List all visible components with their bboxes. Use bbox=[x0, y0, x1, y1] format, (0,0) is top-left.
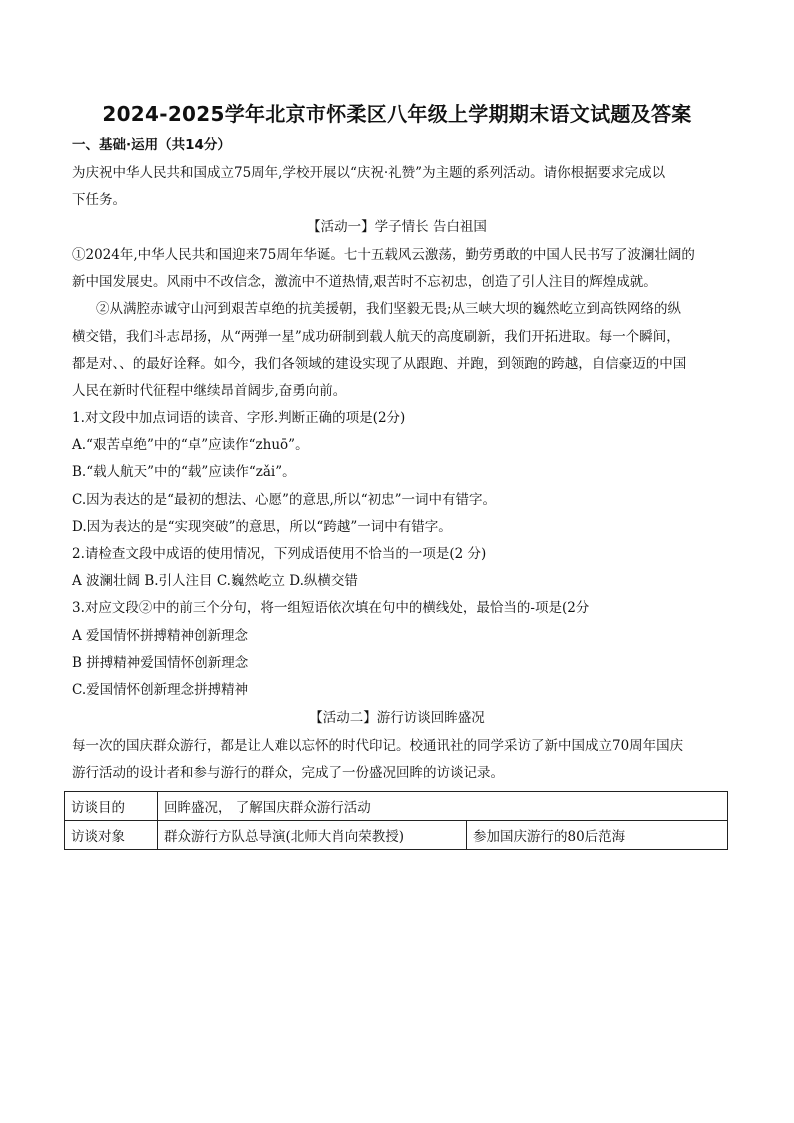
q3-stem: 3.对应文段②中的前三个分句，将一组短语依次填在句中的横线处，最恰当的-项是(2分 bbox=[72, 600, 590, 616]
table-cell-subject-label: 访谈对象 bbox=[65, 821, 158, 850]
q3-option-a: A 爱国情怀拼搏精神创新理念 bbox=[72, 628, 249, 644]
para2-line-1: ②从满腔赤诚守山河到艰苦卓绝的抗美援朝，我们坚毅无畏;从三峡大坝的巍然屹立到高铁网络的纵 bbox=[96, 301, 682, 317]
table-cell-subject-a: 群众游行方队总导演(北师大肖向荣教授) bbox=[158, 821, 467, 850]
page-title: 2024-2025学年北京市怀柔区八年级上学期期末语文试题及答案 bbox=[102, 102, 692, 126]
activity2-heading: 【活动二】游行访谈回眸盛况 bbox=[309, 710, 485, 726]
para1-line-1: ①2024年,中华人民共和国迎来75周年华诞。七十五载风云激荡，勤劳勇敢的中国人民书写了波澜壮阔的 bbox=[72, 247, 695, 263]
table-cell-subject-b: 参加国庆游行的80后范海 bbox=[467, 821, 728, 850]
q1-stem: 1.对文段中加点词语的读音、字形.判断正确的项是(2分) bbox=[72, 410, 406, 426]
table-cell-purpose-label: 访谈目的 bbox=[65, 792, 158, 821]
para1-line-2: 新中国发展史。风雨中不改信念，激流中不道热情,艰苦时不忘初忠，创造了引人注目的辉煌成就。 bbox=[72, 274, 657, 290]
intro-line-1: 为庆祝中华人民共和国成立75周年,学校开展以“庆祝·礼赞”为主题的系列活动。请你根据要求完成以 bbox=[72, 165, 666, 181]
activity1-heading: 【活动一】学子情长 告白祖国 bbox=[307, 219, 487, 235]
intro-line-2: 下任务。 bbox=[72, 192, 126, 208]
q1-option-c: C.因为表达的是“最初的想法、心愿”的意思,所以“初忠”一词中有错字。 bbox=[72, 492, 497, 508]
table-row bbox=[65, 821, 728, 850]
q1-option-b: B.“载人航天”中的“载”应读作“zǎi”。 bbox=[72, 464, 296, 480]
q2-options: A 波澜壮阔 B.引人注目 C.巍然屹立 D.纵横交错 bbox=[72, 573, 358, 589]
q2-stem: 2.请检查文段中成语的使用情况，下列成语使用不恰当的一项是(2 分) bbox=[72, 546, 487, 562]
table-row bbox=[65, 792, 728, 821]
para2-line-3: 都是对、、的最好诠释。如今，我们各领域的建设实现了从跟跑、并跑，到领跑的跨越，自信豪迈的中国 bbox=[72, 356, 687, 372]
section-heading: 一、基础·运用（共14分） bbox=[72, 137, 231, 153]
q1-option-a: A.“艰苦卓绝”中的“卓”应读作“zhuō”。 bbox=[72, 437, 309, 453]
para2-line-4: 人民在新时代征程中继续昂首阔步,奋勇向前。 bbox=[72, 383, 347, 399]
interview-table bbox=[64, 791, 728, 850]
q1-option-d: D.因为表达的是“实现突破”的意思，所以“跨越”一词中有错字。 bbox=[72, 519, 452, 535]
q3-option-b: B 拼搏精神爱国情怀创新理念 bbox=[72, 655, 249, 671]
para2-line-2: 横交错，我们斗志昂扬，从“两弹一星”成功研制到载人航天的高度刷新，我们开拓进取。每一个瞬间， bbox=[72, 329, 680, 345]
table-cell-purpose-value: 回眸盛况， 了解国庆群众游行活动 bbox=[158, 792, 728, 821]
q3-option-c: C.爱国情怀创新理念拼搏精神 bbox=[72, 682, 249, 698]
activity2-intro-line-2: 游行活动的设计者和参与游行的群众，完成了一份盛况回眸的访谈记录。 bbox=[72, 765, 504, 781]
activity2-intro-line-1: 每一次的国庆群众游行，都是让人难以忘怀的时代印记。校通讯社的同学采访了新中国成立70周年国庆 bbox=[72, 738, 684, 754]
